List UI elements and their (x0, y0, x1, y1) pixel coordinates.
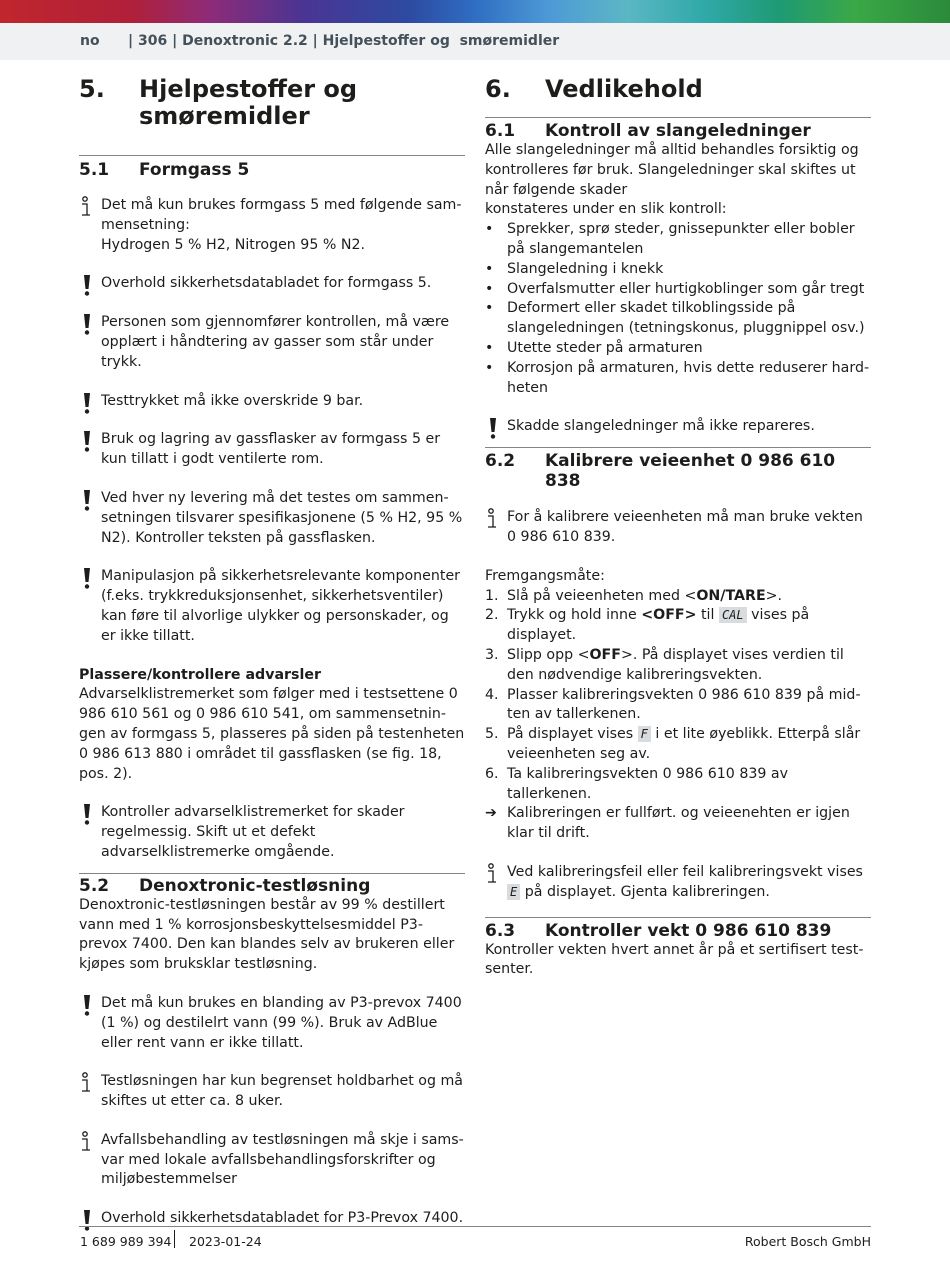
info-note (485, 508, 871, 548)
note-text: Personen som gjennomfører kontrollen, må være opplært i håndtering av gasser som står under trykk. (101, 314, 450, 370)
section-rule (485, 117, 871, 118)
note-text: Ved kalibreringsfeil eller feil kalibreringsvekt vises (507, 863, 863, 880)
note-text: Det må kun brukes en blanding av P3-prevox 7400 (1 %) og destilelrt vann (99 %). Bruk av AdBlue eller rent vann er ikke tillatt. (101, 994, 462, 1051)
note-text: Skadde slangeledninger må ikke repareres. (507, 418, 815, 435)
result-item (485, 804, 871, 844)
right-column (485, 60, 871, 980)
warning-note (79, 313, 465, 372)
subheading: Plassere/kontrollere advarsler (79, 666, 321, 683)
paragraph: Advarselklistremerket som følger med i testsettene 0 986 610 561 og 0 986 610 541, om sammensetningen av formgass 5, plasseres på siden på testenheten 0 986 613 880 i området til gassflasken (se fig. 18, pos. 2). (79, 686, 465, 782)
paragraph: Denoxtronic-testløsningen består av 99 % destillert vann med 1 % korrosjonsbeskyttelsesmiddel P3-prevox 7400. Den kan blandes selv av brukeren eller kjøpes som bruksklar testløsning. (79, 896, 455, 973)
exclamation-icon (79, 567, 97, 589)
exclamation-icon (485, 417, 503, 439)
warning-note (79, 392, 465, 412)
damage-list (485, 220, 871, 398)
exclamation-icon (79, 994, 97, 1016)
note-text: Manipulasjon på sikkerhetsrelevante komponenter (f.eks. trykkreduksjonsenhet, sikkerhetsventiler) kan føre til alvorlige ulykker og personskader, og er ikke tillatt. (101, 568, 461, 644)
chapter-heading-6 (485, 76, 871, 103)
note-text: Overhold sikkerhetsdatabladet for formgass 5. (101, 275, 432, 292)
key-label: <OFF> (641, 607, 697, 624)
step-item (485, 587, 871, 607)
list-item: • Korrosjon på armaturen, hvis dette reduserer hardheten (485, 359, 871, 399)
section-heading-5-2 (79, 876, 465, 896)
step-number: 4. (485, 686, 499, 703)
footer-rule (79, 1226, 871, 1227)
section-heading-6-1 (485, 121, 871, 141)
info-icon (485, 863, 503, 885)
section-heading-6-2 (485, 451, 871, 491)
paragraph: konstateres under en slik kontroll: (485, 201, 727, 218)
display-symbol: E (507, 884, 520, 900)
section-number: 5.1 (79, 160, 110, 180)
note-text: på displayet. Gjenta kalibreringen. (520, 883, 770, 900)
document-date: 2023-01-24 (189, 1234, 262, 1249)
paragraph: Kontroller vekten hvert annet år på et sertifisert testsenter. (485, 941, 864, 978)
paragraph: Alle slangeledninger må alltid behandles forsiktig og kontrolleres før bruk. Slangeledninger skal skiftes ut når følgende skader (485, 142, 859, 198)
exclamation-icon (79, 392, 97, 414)
warning-note (79, 803, 465, 862)
step-text: Ta kalibreringsvekten 0 986 610 839 av tallerkenen. (507, 765, 789, 802)
chapter-title: Vedlikehold (545, 75, 703, 103)
footer-divider (174, 1230, 175, 1248)
section-number: 6.3 (485, 920, 516, 941)
info-icon (485, 508, 503, 530)
section-number: 5.2 (79, 875, 110, 896)
section-title: Denoxtronic-testløsning (139, 875, 371, 896)
section-number: 6.2 (485, 451, 516, 472)
section-rule (79, 873, 465, 874)
display-symbol: CAL (719, 607, 747, 623)
step-number: 6. (485, 765, 499, 782)
step-text: Slå på veieenheten med < (507, 587, 697, 604)
procedure-label: Fremgangsmåte: (485, 567, 605, 584)
section-rule (485, 917, 871, 918)
step-number: 2. (485, 607, 499, 624)
step-text: i et lite øyeblikk. Etterpå slår veieenheten seg av. (507, 726, 861, 762)
step-item (485, 646, 871, 686)
section-number: 6.1 (485, 121, 516, 141)
chapter-title: Hjelpestoffer og smøremidler (139, 75, 358, 130)
list-item: • Sprekker, sprø steder, gnissepunkter eller bobler på slangemantelen (485, 220, 871, 260)
language-code: no (80, 33, 100, 49)
section-title: Kontroll av slangeledninger (545, 121, 811, 141)
document-number: 1 689 989 394 (80, 1234, 172, 1249)
info-icon (79, 1131, 97, 1153)
breadcrumb: | 306 | Denoxtronic 2.2 | Hjelpestoffer og smøremidler (128, 33, 560, 49)
note-text: Kontroller advarselklistremerket for skader regelmessig. Skift ut et defekt advarselklistremerke omgående. (101, 804, 405, 860)
info-note (79, 196, 465, 255)
exclamation-icon (79, 1209, 97, 1231)
info-note (485, 863, 871, 903)
warning-note (79, 994, 465, 1053)
step-item (485, 606, 871, 646)
exclamation-icon (79, 430, 97, 452)
chapter-number: 6. (485, 75, 511, 103)
step-number: 3. (485, 646, 499, 663)
exclamation-icon (79, 274, 97, 296)
info-note (79, 1131, 465, 1190)
warning-note (79, 274, 465, 294)
note-text: Det må kun brukes formgass 5 med følgende sammensetning: (101, 197, 462, 233)
info-icon (79, 196, 97, 218)
note-text: Testtrykket må ikke overskride 9 bar. (101, 392, 364, 409)
section-title: Formgass 5 (139, 160, 250, 180)
step-text: Slipp opp < (507, 646, 590, 663)
exclamation-icon (79, 803, 97, 825)
note-text: Hydrogen 5 % H2, Nitrogen 95 % N2. (101, 236, 366, 253)
warning-note (79, 430, 465, 470)
step-text: vises på displayet. (507, 607, 810, 644)
display-symbol: F (638, 726, 651, 742)
step-text: >. På displayet vises verdien til den nødvendige kalibreringsvekten. (507, 646, 844, 683)
list-item: • Overfalsmutter eller hurtigkoblinger som går tregt (485, 280, 871, 300)
step-text: >. (765, 587, 783, 604)
warning-note (79, 567, 465, 646)
info-note (79, 1072, 465, 1112)
exclamation-icon (79, 489, 97, 511)
list-item: • Deformert eller skadet tilkoblingsside på slangeledningen (tetningskonus, pluggnippel osv.) (485, 299, 871, 339)
brand-color-bar (0, 0, 950, 23)
exclamation-icon (79, 313, 97, 335)
section-title: Kalibrere veieenhet 0 986 610 838 (545, 451, 836, 492)
step-text: På displayet vises (507, 726, 638, 743)
section-title: Kontroller vekt 0 986 610 839 (545, 920, 832, 941)
note-text: Testløsningen har kun begrenset holdbarhet og må skiftes ut etter ca. 8 uker. (101, 1073, 463, 1110)
step-item (485, 686, 871, 726)
note-text: Overhold sikkerhetsdatabladet for P3-Prevox 7400. (101, 1210, 464, 1227)
step-number: 1. (485, 587, 499, 604)
note-text: For å kalibrere veieenheten må man bruke vekten 0 986 610 839. (507, 509, 863, 545)
step-number: 5. (485, 726, 499, 743)
section-heading-6-3 (485, 921, 871, 941)
step-text: til (696, 607, 719, 624)
note-text: Ved hver ny levering må det testes om sammensetningen tilsvarer spesifikasjonene (5 % H2, 95 % N2). Kontroller teksten på gassflasken. (101, 489, 463, 546)
list-item: • Utette steder på armaturen (485, 339, 871, 359)
note-text: Avfallsbehandling av testløsningen må skje i samsvar med lokale avfallsbehandlingsforskrifter og miljøbestemmelser (101, 1131, 464, 1188)
section-heading-5-1 (79, 160, 465, 180)
arrow-right-icon: ➔ (485, 805, 497, 822)
key-label: ON/TARE (696, 587, 766, 604)
warning-note (485, 417, 871, 437)
step-text: Plasser kalibreringsvekten 0 986 610 839 på midten av tallerkenen. (507, 686, 861, 723)
key-label: OFF (589, 646, 621, 663)
chapter-number: 5. (79, 75, 105, 103)
left-column (79, 60, 465, 1229)
result-text: Kalibreringen er fullført. og veieenehten er igjen klar til drift. (507, 805, 850, 842)
warning-note (79, 489, 465, 548)
info-icon (79, 1072, 97, 1094)
step-item (485, 725, 871, 765)
section-rule (485, 447, 871, 448)
step-text: Trykk og hold inne (507, 607, 642, 624)
note-text: Bruk og lagring av gassflasker av formgass 5 er kun tillatt i godt ventilerte rom. (101, 431, 441, 468)
step-item (485, 765, 871, 805)
list-item: • Slangeledning i knekk (485, 260, 871, 280)
chapter-heading-5 (79, 76, 465, 130)
section-rule (79, 155, 465, 156)
page-header (0, 23, 950, 60)
company-name: Robert Bosch GmbH (744, 1234, 871, 1249)
procedure-steps (485, 587, 871, 844)
